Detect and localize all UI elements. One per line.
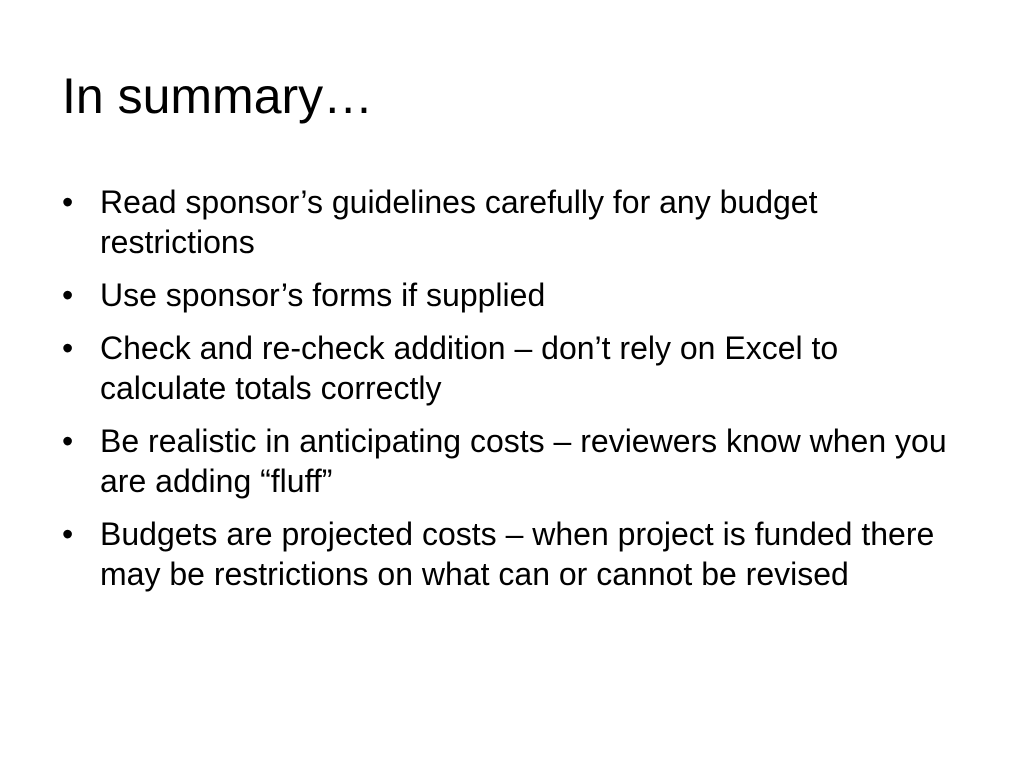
bullet-item — [62, 421, 972, 501]
bullet-item — [62, 182, 972, 262]
bullet-list — [62, 182, 972, 607]
bullet-dot-icon: • — [62, 184, 74, 220]
bullet-item — [62, 328, 972, 408]
bullet-dot-icon: • — [62, 330, 74, 366]
bullet-text: Budgets are projected costs – when project is funded there may be restrictions on what can or cannot be revised — [100, 516, 935, 592]
slide-title: In summary… — [62, 68, 374, 124]
bullet-text: Check and re-check addition – don’t rely on Excel to calculate totals correctly — [100, 330, 839, 406]
bullet-text: Be realistic in anticipating costs – reviewers know when you are adding “fluff” — [100, 423, 947, 499]
bullet-dot-icon: • — [62, 516, 74, 552]
bullet-item — [62, 275, 972, 315]
bullet-text: Read sponsor’s guidelines carefully for any budget restrictions — [100, 184, 818, 260]
bullet-dot-icon: • — [62, 423, 74, 459]
bullet-item — [62, 514, 972, 594]
bullet-text: Use sponsor’s forms if supplied — [100, 277, 546, 313]
bullet-dot-icon: • — [62, 277, 74, 313]
